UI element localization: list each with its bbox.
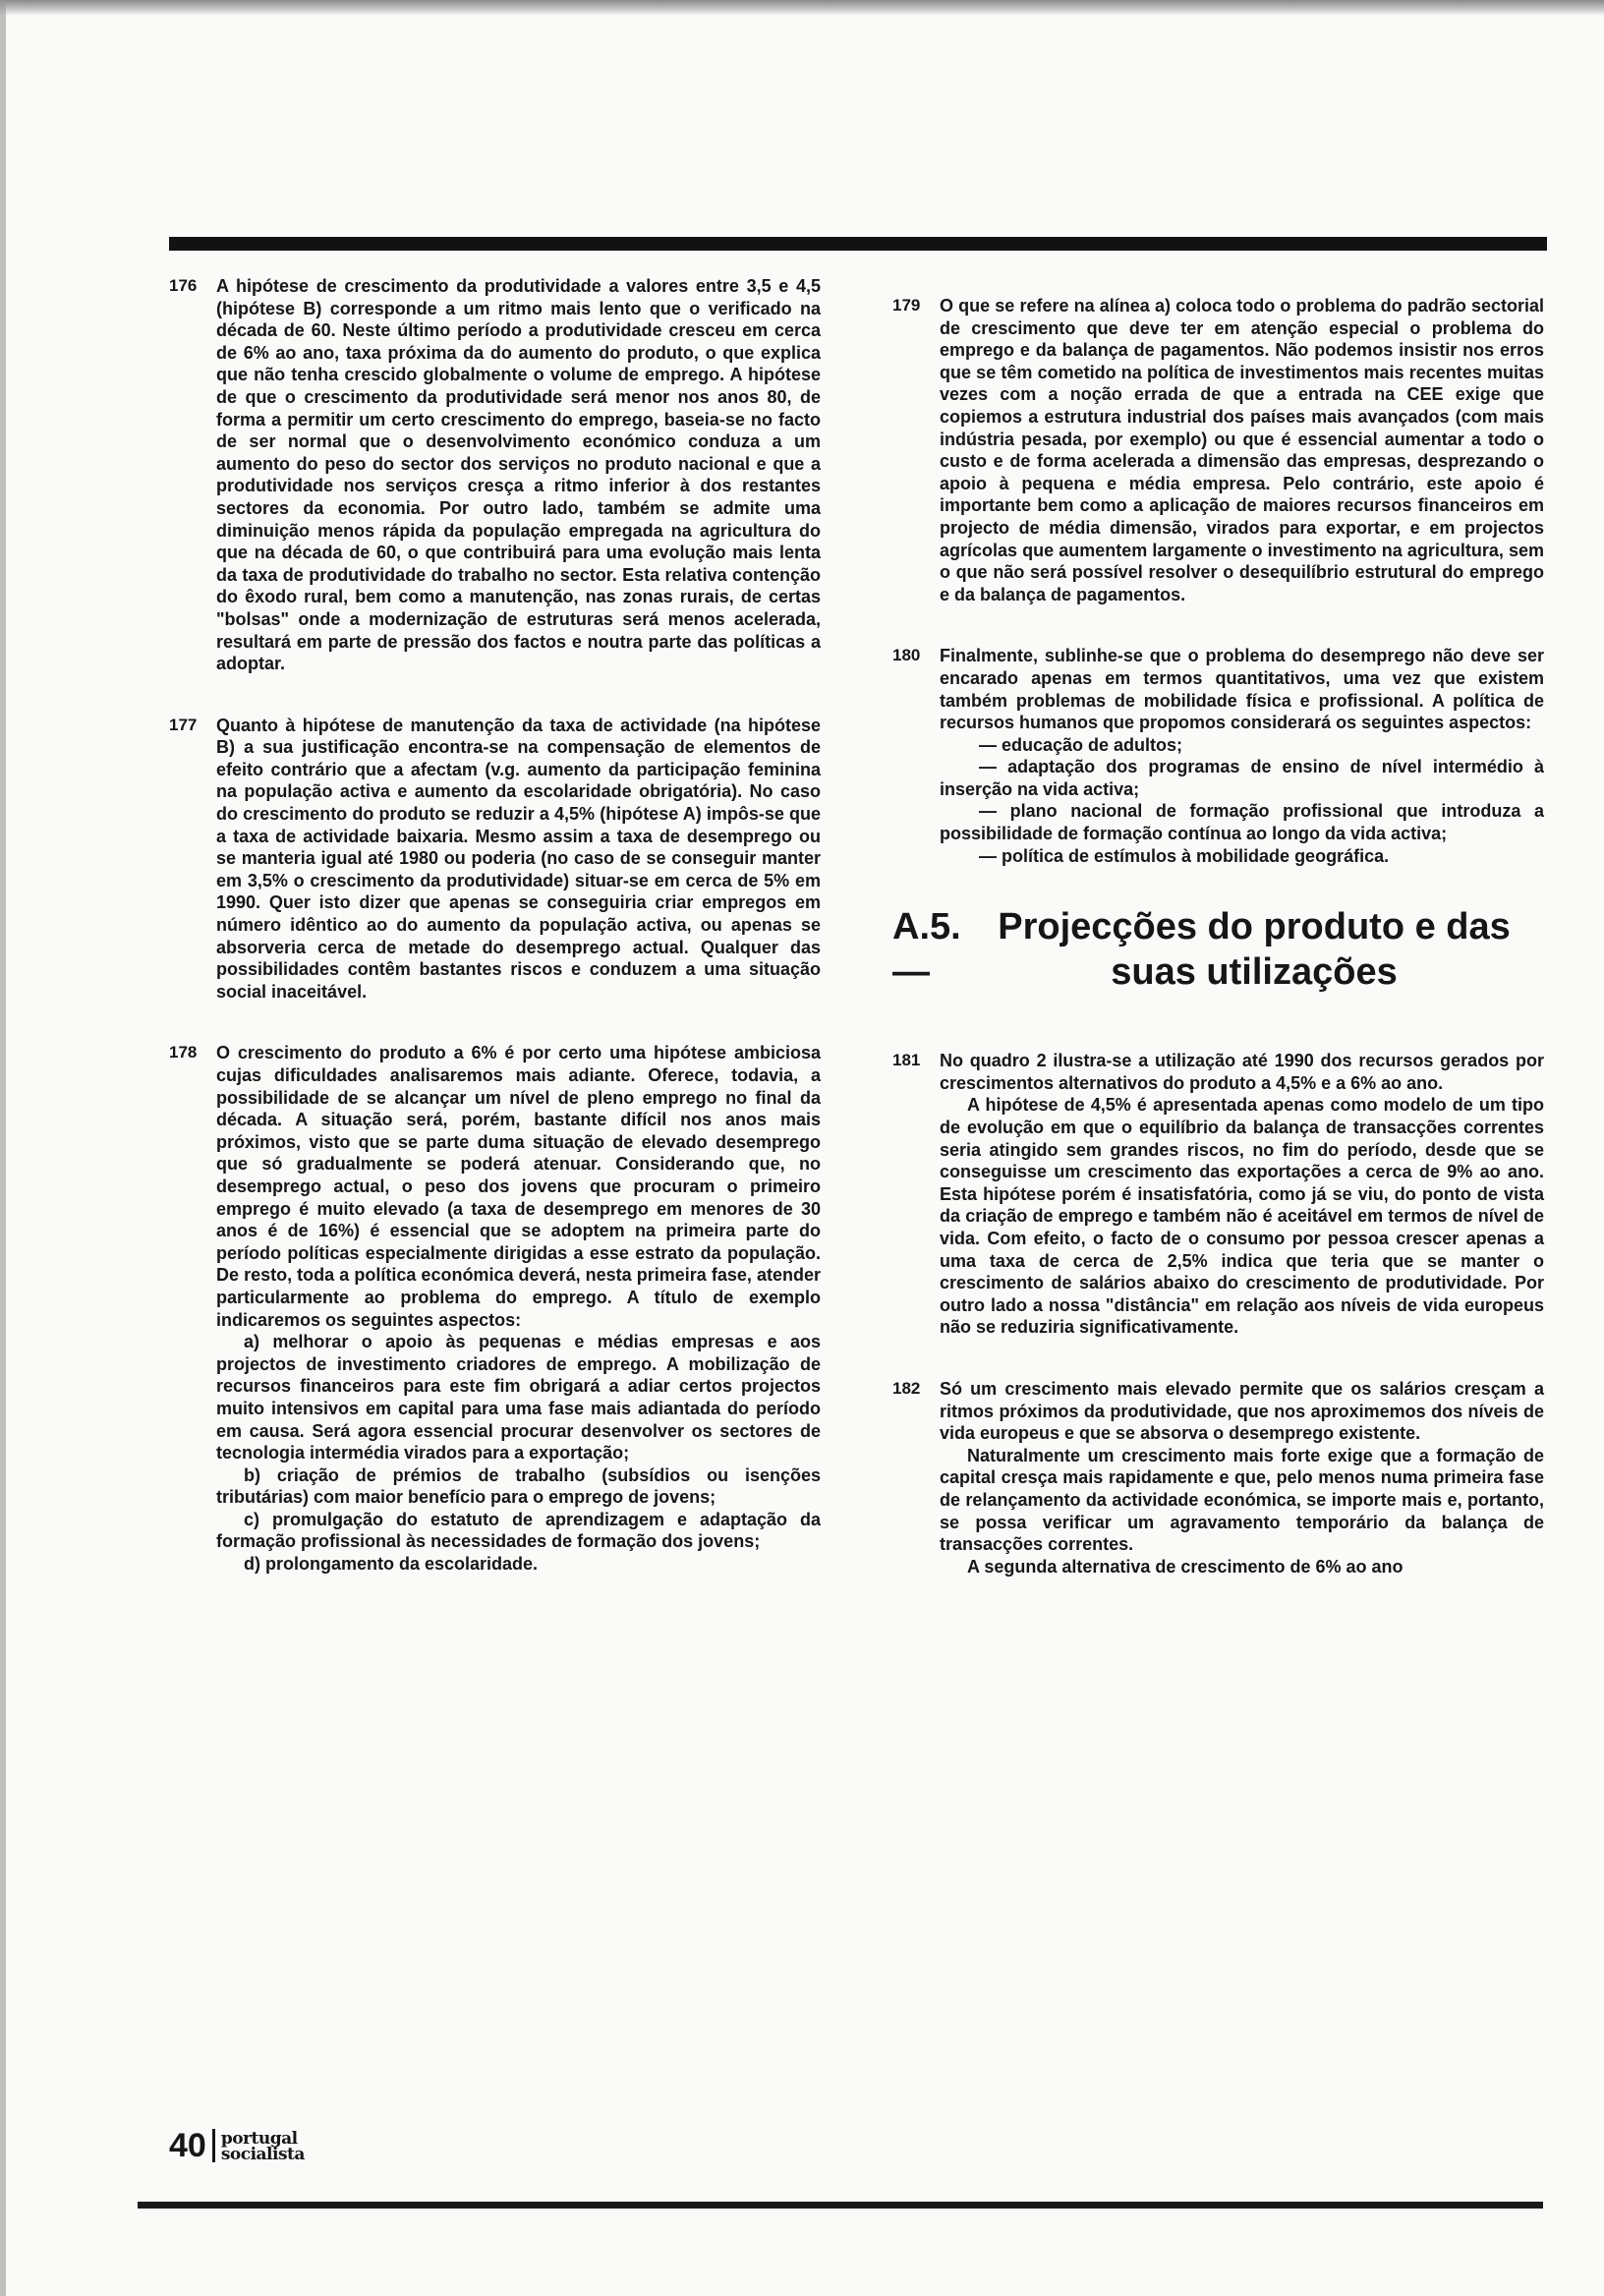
publication-logo <box>215 2131 305 2162</box>
page-number: 40 <box>169 2129 215 2162</box>
paragraph-text: Quanto à hipótese de manutenção da taxa de actividade (na hipótese B) a sua justificação encontra-se na compensação de elementos de efeito contrário que a afectam (v.g. aumento da participação feminina na população activa e aumento da escolaridade obrigatória). No caso do crescimento do produto se reduzir a 4,5% (hipótese A) impôs-se que a taxa de actividade baixaria. Mesmo assim a taxa de desemprego ou se manteria igual até 1980 ou poderia (no caso de se conseguir manter em 3,5% o crescimento da produtividade) situar-se em cerca de 5% em 1990. Quer isto dizer que apenas se conseguiria criar empregos em número idêntico ao do aumento da população activa, ou apenas se absorveria cerca de metade do desemprego actual. Qualquer das possibilidades contêm bastantes riscos e conduzem a uma situação social inaceitável. <box>216 715 821 1002</box>
paragraph-number: 182 <box>892 1378 921 1398</box>
paragraph-text: Só um crescimento mais elevado permite que os salários cresçam a ritmos próximos da produtividade, que nos aproximemos dos níveis de vida europeus e que se absorva o desemprego existente. <box>940 1378 1544 1444</box>
footer-rule <box>138 2202 1543 2209</box>
logo-line: socialista <box>220 2145 305 2164</box>
paragraph-179 <box>892 295 1544 605</box>
paragraph-text: A hipótese de 4,5% é apresentada apenas como modelo de um tipo de evolução em que o equilíbrio da balança de transacções correntes seria atingido sem grandes riscos, no fim do período, desde que se conseguisse um crescimento das exportações a cerca de 9% ao ano. Esta hipótese porém é insatisfatória, como já se viu, do ponto de vista da criação de emprego e também não é aceitável em termos de nível de vida. Com efeito, o facto de o consumo por pessoa crescer apenas a uma taxa de cerca de 2,5% indica que teria que se manter o crescimento de salários abaixo do crescimento de produtividade. Por outro lado a nossa "distância" em relação aos níveis de vida europeus não se reduziria significativamente. <box>940 1095 1544 1338</box>
scan-top-band <box>0 0 1604 16</box>
paragraph-number: 178 <box>169 1043 198 1062</box>
paragraph-182 <box>892 1378 1544 1578</box>
scan-left-edge <box>0 0 6 2296</box>
paragraph-180 <box>892 645 1544 867</box>
paragraph-number: 176 <box>169 276 198 295</box>
left-column <box>169 275 821 1613</box>
list-item: d) prolongamento da escolaridade. <box>244 1554 539 1575</box>
logo-line: portugal <box>220 2129 298 2149</box>
paragraph-178 <box>169 1042 821 1575</box>
paragraph-text: A hipótese de crescimento da produtividade a valores entre 3,5 e 4,5 (hipótese B) corresponde a um ritmo mais lento que o verificado na década de 60. Neste último período a produtividade cresceu em cerca de 6% ao ano, taxa próxima da do aumento do produto, o que explica que não tenha crescido globalmente o volume de emprego. A hipótese de que o crescimento da produtividade será menor nos anos 80, de forma a permitir um certo crescimento do emprego, baseia-se no facto de ser normal que o desenvolvimento económico conduza a um aumento do peso do sector dos serviços no produto nacional e que a produtividade nos serviços cresça a ritmo inferior à dos restantes sectores da economia. Por outro lado, também se admite uma diminuição menos rápida da população empregada na agricultura do que na década de 60, o que contribuirá para uma evolução mais lenta da taxa de produtividade do trabalho no sector. Esta relativa contenção do êxodo rural, bem como a manutenção, nas zonas rurais, de certas "bolsas" onde a modernização de estruturas será menos acelerada, resultará em parte de pressão dos factos e noutra parte das políticas a adoptar. <box>216 276 821 674</box>
list-item: — política de estímulos à mobilidade geográfica. <box>979 845 1390 866</box>
paragraph-177 <box>169 715 821 1004</box>
paragraph-text: A segunda alternativa de crescimento de 6% ao ano <box>967 1556 1404 1577</box>
paragraph-number: 179 <box>892 296 921 315</box>
paragraph-number: 181 <box>892 1051 921 1070</box>
paragraph-number: 180 <box>892 646 921 665</box>
list-item: — plano nacional de formação profissional que introduza a possibilidade de formação contínua ao longo da vida activa; <box>940 801 1544 844</box>
section-title: Projecções do produto e das suas utilizações <box>998 906 1511 994</box>
paragraph-text: Finalmente, sublinhe-se que o problema do desemprego não deve ser encarado apenas em termos quantitativos, uma vez que existem também problemas de mobilidade física e profissional. A política de recursos humanos que propomos considerará os seguintes aspectos: <box>940 646 1544 733</box>
paragraph-text: O que se refere na alínea a) coloca todo o problema do padrão sectorial de crescimento que deve ter em atenção especial o problema do emprego e da balança de pagamentos. Não podemos insistir nos erros que se têm cometido na política de investimentos mais recentes muitas vezes com a noção errada de que a entrada na CEE exige que copiemos a estrutura industrial dos países mais avançados (com mais indústria pesada, por exemplo) ou que é essencial aumentar a todo o custo e de forma acelerada a dimensão das empresas, desprezando o apoio à pequena e média empresa. Pelo contrário, este apoio é importante bem como a aplicação de maiores recursos financeiros em projecto de média dimensão, virados para exportar, e em projectos agrícolas que aumentem largamente o investimento na agricultura, sem o que não será possível resolver o desequilíbrio estrutural do emprego e da balança de pagamentos. <box>940 296 1544 604</box>
page-footer <box>169 2113 305 2162</box>
paragraph-176 <box>169 275 821 675</box>
list-item: c) promulgação do estatuto de aprendizagem e adaptação da formação profissional às necessidades de formação dos jovens; <box>216 1509 821 1552</box>
header-rule <box>169 237 1547 251</box>
paragraph-text: Naturalmente um crescimento mais forte exige que a formação de capital cresça mais rapidamente e que, pelo menos numa primeira fase de relançamento da actividade económica, se importe mais e, portanto, se possa verificar um agravamento temporário da balança de transacções correntes. <box>940 1445 1544 1555</box>
list-item: b) criação de prémios de trabalho (subsídios ou isenções tributárias) com maior benefício para o emprego de jovens; <box>216 1464 821 1508</box>
list-item: — adaptação dos programas de ensino de nível intermédio à inserção na vida activa; <box>940 757 1544 799</box>
right-column <box>892 295 1544 1615</box>
paragraph-181 <box>892 1050 1544 1339</box>
section-number: A.5. — <box>892 906 961 994</box>
paragraph-number: 177 <box>169 715 198 734</box>
section-heading <box>892 904 1544 995</box>
list-item: — educação de adultos; <box>979 734 1183 755</box>
paragraph-text: No quadro 2 ilustra-se a utilização até 1990 dos recursos gerados por crescimentos alternativos do produto a 4,5% e a 6% ao ano. <box>940 1051 1544 1093</box>
paragraph-text: O crescimento do produto a 6% é por certo uma hipótese ambiciosa cujas dificuldades analisaremos mais adiante. Oferece, todavia, a possibilidade de se alcançar um nível de pleno emprego no final da década. A situação será, porém, bastante difícil nos anos mais próximos, visto que se parte duma situação de elevado desemprego que só gradualmente se poderá atenuar. Considerando que, no desemprego actual, o peso dos jovens que procuram o primeiro emprego é muito elevado (a taxa de desemprego em menores de 30 anos é de 16%) é essencial que se adoptem na primeira parte do período políticas especialmente dirigidas a esse estrato da população. De resto, toda a política económica deverá, nesta primeira fase, atender particularmente ao problema do emprego. A título de exemplo indicaremos os seguintes aspectos: <box>216 1043 821 1330</box>
list-item: a) melhorar o apoio às pequenas e médias empresas e aos projectos de investimento criadores de emprego. A mobilização de recursos financeiros para este fim obrigará a adiar certos projectos muito intensivos em capital para uma fase mais adiantada do período em causa. Será agora essencial procurar desenvolver os sectores de tecnologia intermédia virados para a exportação; <box>216 1332 821 1464</box>
